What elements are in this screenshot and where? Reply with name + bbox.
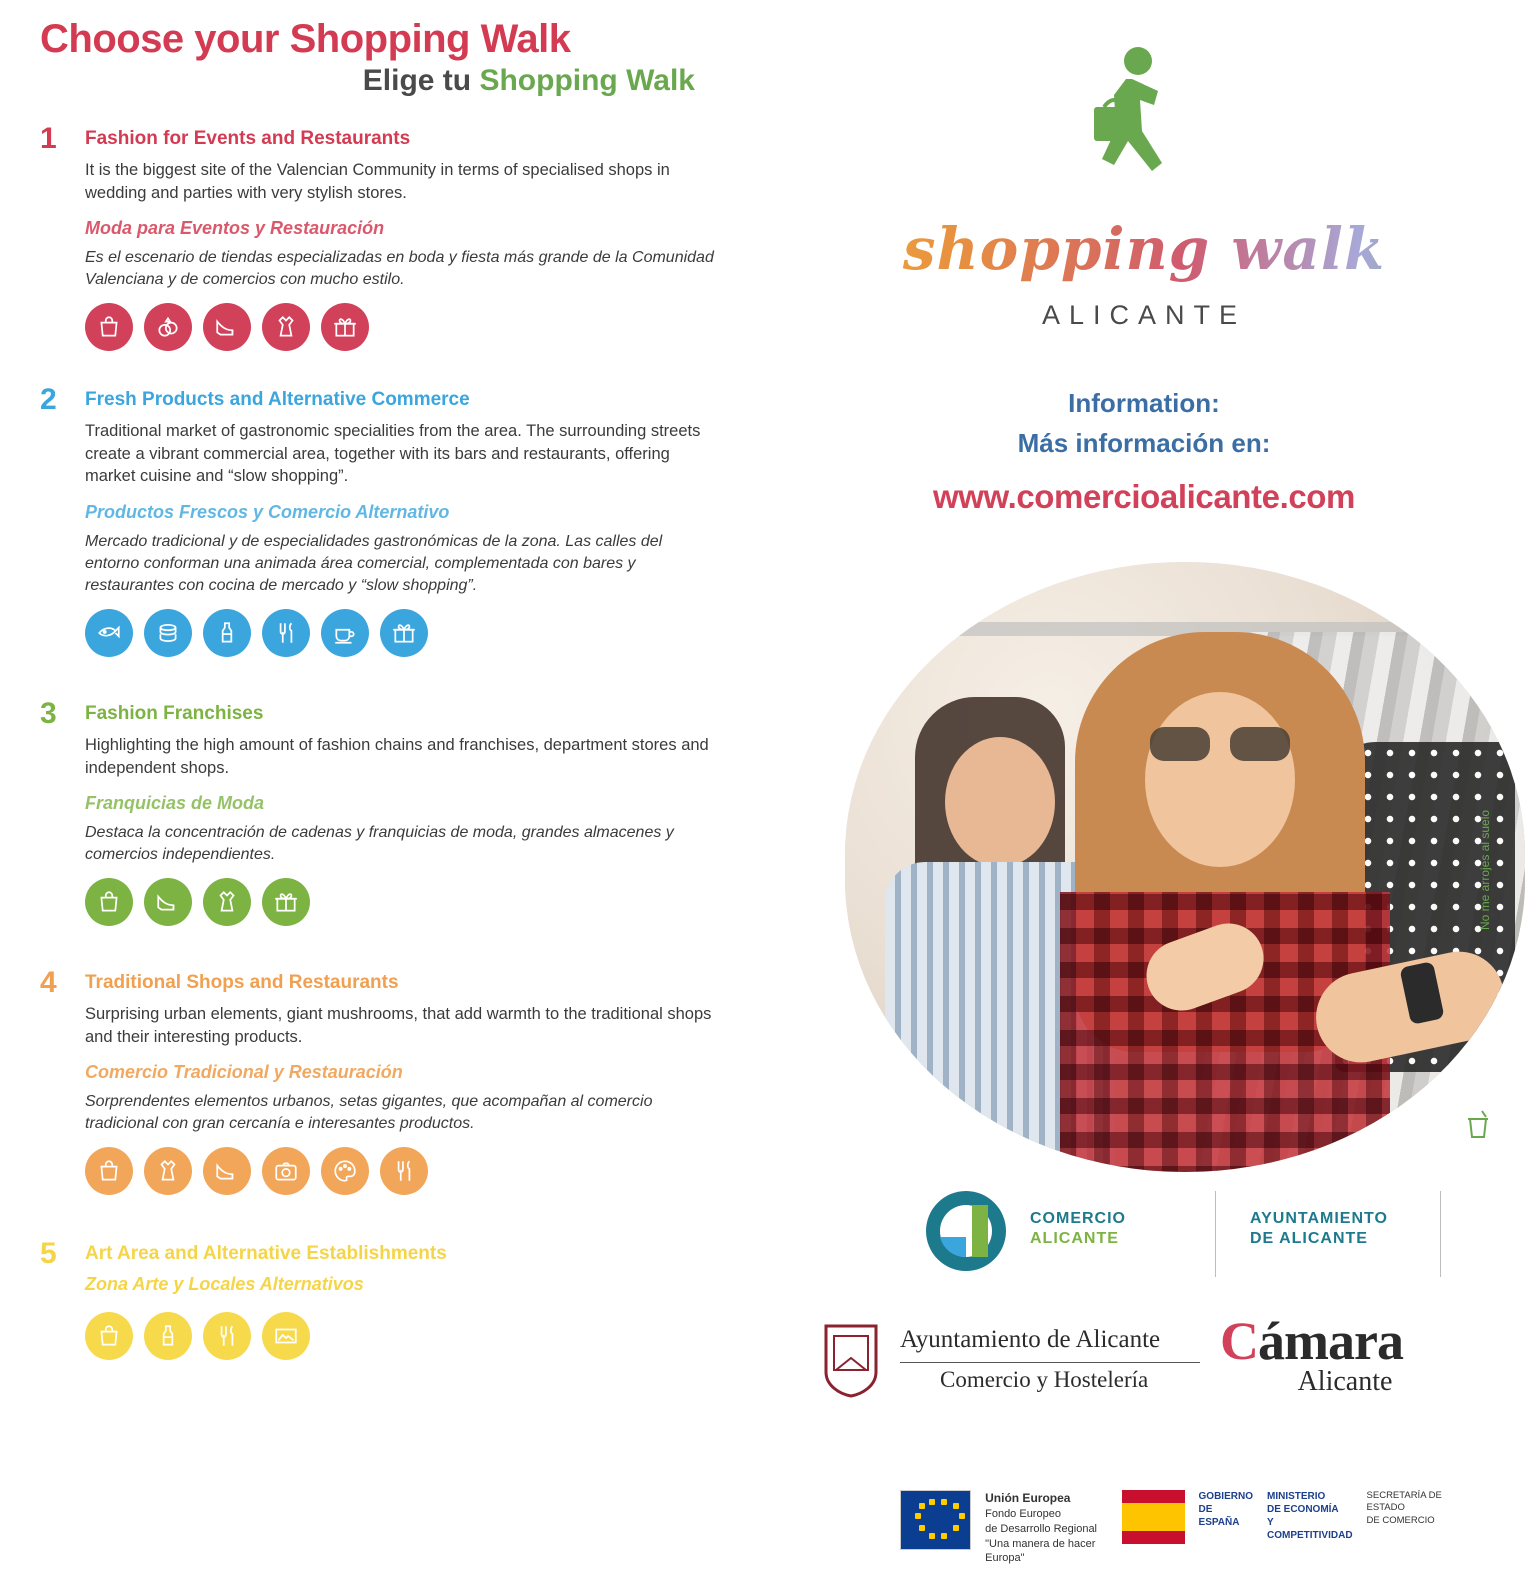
section-4-number: 4	[40, 966, 57, 1000]
section-1-paragraph-en: It is the biggest site of the Valencian Community in terms of specialised shops in wedding and parties with very stylish stores.	[85, 160, 670, 202]
camara-subtitle: Alicante	[1297, 1366, 1393, 1397]
coat-of-arms-icon	[820, 1320, 882, 1398]
walking-shopper-icon	[1070, 45, 1190, 195]
section-1-icon-row	[85, 303, 720, 351]
section-4-icon-row	[85, 1147, 720, 1195]
gobierno-line-2: DE ESPAÑA	[1198, 1504, 1240, 1528]
section-5-icon-row	[85, 1312, 720, 1360]
eu-line-1: Fondo Europeo	[985, 1507, 1061, 1520]
ayuntamiento-title: Ayuntamiento de Alicante	[900, 1326, 1161, 1353]
left-column	[0, 0, 760, 1590]
section-3-paragraph-en: Highlighting the high amount of fashion chains and franchises, department stores and independent shops.	[85, 735, 709, 777]
gift-icon	[380, 609, 428, 657]
eu-title: Unión Europea	[985, 1491, 1071, 1505]
eu-funding-footer	[900, 1490, 1460, 1565]
title-block	[0, 0, 760, 98]
section-5-heading-es: Zona Arte y Locales Alternativos	[85, 1273, 364, 1294]
section-2-icon-row	[85, 609, 720, 657]
section-3-heading-en: Fashion Franchises	[85, 703, 264, 724]
information-label-es: Más información en:	[1017, 428, 1271, 458]
eu-line-2: de Desarrollo Regional	[985, 1522, 1098, 1535]
high-heel-icon	[144, 878, 192, 926]
de-alicante-label: DE ALICANTE	[1250, 1230, 1368, 1247]
high-heel-icon	[203, 303, 251, 351]
alicante-label: ALICANTE	[1030, 1230, 1119, 1247]
section-4	[40, 966, 720, 1195]
section-2-heading-en: Fresh Products and Alternative Commerce	[85, 389, 470, 411]
cutlery-icon	[262, 609, 310, 657]
wedding-rings-icon	[144, 303, 192, 351]
eu-flag-icon	[900, 1490, 971, 1550]
ministerio-line-1: MINISTERIO	[1266, 1491, 1326, 1502]
eu-line-3: "Una manera de hacer Europa"	[985, 1537, 1096, 1565]
gobierno-espana-text	[1199, 1490, 1253, 1529]
comercio-alicante-logo-text	[1030, 1209, 1126, 1249]
dress-icon	[262, 303, 310, 351]
section-1	[40, 122, 720, 351]
section-1-heading-en: Fashion for Events and Restaurants	[85, 128, 411, 149]
ayuntamiento-logo-text	[1250, 1209, 1388, 1249]
secretaria-line-1: SECRETARÍA DE ESTADO	[1366, 1490, 1442, 1514]
ayuntamiento-label: AYUNTAMIENTO	[1250, 1210, 1388, 1227]
secretaria-line-2: DE COMERCIO	[1366, 1514, 1435, 1526]
fish-icon	[85, 609, 133, 657]
camara-title	[1220, 1310, 1500, 1372]
shopping-bag-icon	[85, 878, 133, 926]
camara-initial: C	[1220, 1311, 1258, 1371]
cutlery-icon	[203, 1312, 251, 1360]
coffee-cup-icon	[321, 609, 369, 657]
picture-frame-icon	[262, 1312, 310, 1360]
section-2-paragraph-en: Traditional market of gastronomic specialities from the area. The surrounding streets create a vibrant commercial area, together with its bars and restaurants, offering market cuisine and “slow shopping”.	[85, 421, 701, 486]
side-note-text: No me arrojes al suelo	[1478, 809, 1492, 930]
page-title-en	[40, 18, 760, 60]
website-url[interactable]: www.comercioalicante.com	[933, 478, 1355, 515]
shopping-photo	[845, 562, 1525, 1172]
section-1-number: 1	[40, 122, 57, 155]
page-title-es	[40, 64, 695, 98]
section-1-heading-es: Moda para Eventos y Restauración	[85, 218, 385, 239]
cheese-stack-icon	[144, 609, 192, 657]
comercio-label: COMERCIO	[1030, 1210, 1126, 1227]
section-5-heading-en: Art Area and Alternative Establishments	[85, 1243, 447, 1265]
section-1-paragraph-es: Es el escenario de tiendas especializadas en boda y fiesta más grande de la Comunidad Valenciana y de comercios con mucho estilo.	[85, 248, 714, 288]
right-column	[760, 0, 1528, 1590]
gift-icon	[262, 878, 310, 926]
title-es-prefix: Elige tu	[362, 64, 480, 97]
dress-icon	[203, 878, 251, 926]
shopping-bag-icon	[85, 1312, 133, 1360]
bottle-icon	[144, 1312, 192, 1360]
divider	[1440, 1191, 1441, 1277]
section-4-heading-en: Traditional Shops and Restaurants	[85, 972, 399, 994]
shopping-bag-icon	[85, 303, 133, 351]
gift-icon	[321, 303, 369, 351]
brand-city: ALICANTE	[1041, 300, 1247, 330]
partner-logos-row	[830, 1185, 1470, 1305]
section-5-number: 5	[40, 1237, 57, 1271]
palette-icon	[321, 1147, 369, 1195]
camera-icon	[262, 1147, 310, 1195]
section-3-icon-row	[85, 878, 720, 926]
section-2-heading-es: Productos Frescos y Comercio Alternativo	[85, 502, 450, 523]
divider	[1215, 1191, 1216, 1277]
do-not-litter-icon	[1460, 1105, 1500, 1145]
title-en-prefix: Choose your	[40, 17, 290, 61]
secretaria-text	[1367, 1490, 1460, 1527]
divider	[900, 1362, 1200, 1363]
section-2-paragraph-es: Mercado tradicional y de especialidades gastronómicas de la zona. Las calles del entorno conforman una animada área comercial, complementada con bares y restaurantes con cocina de mercado y “slow shopping”.	[85, 532, 663, 594]
section-5	[40, 1237, 720, 1359]
high-heel-icon	[203, 1147, 251, 1195]
ministerio-line-2: DE ECONOMÍA	[1266, 1504, 1339, 1515]
bottle-icon	[203, 609, 251, 657]
comercio-hosteleria-label: Comercio y Hostelería	[940, 1367, 1149, 1392]
title-en-brand: Shopping Walk	[289, 17, 571, 61]
section-4-heading-es: Comercio Tradicional y Restauración	[85, 1062, 403, 1083]
information-label-en: Information:	[1068, 388, 1220, 418]
section-4-paragraph-en: Surprising urban elements, giant mushrooms, that add warmth to the traditional shops and their interesting products.	[85, 1004, 712, 1046]
ministerio-text	[1267, 1490, 1353, 1542]
section-3-number: 3	[40, 697, 57, 730]
section-2	[40, 383, 720, 657]
camara-rest: ámara	[1258, 1311, 1403, 1371]
shopping-bag-icon	[85, 1147, 133, 1195]
section-3-paragraph-es: Destaca la concentración de cadenas y franquicias de moda, grandes almacenes y comercios independientes.	[85, 823, 674, 863]
section-3	[40, 697, 720, 926]
gobierno-line-1: GOBIERNO	[1198, 1491, 1253, 1502]
camara-alicante-logo	[1220, 1310, 1500, 1398]
eu-funding-text	[985, 1490, 1108, 1566]
spain-flag-icon	[1122, 1490, 1185, 1544]
comercio-alicante-logo-mark	[920, 1185, 1012, 1277]
title-es-brand: Shopping Walk	[479, 64, 695, 97]
ministerio-line-3: Y COMPETITIVIDAD	[1266, 1517, 1353, 1541]
cutlery-icon	[380, 1147, 428, 1195]
dress-icon	[144, 1147, 192, 1195]
brand-wordmark: shopping walk	[760, 215, 1528, 283]
section-2-number: 2	[40, 383, 57, 417]
section-4-paragraph-es: Sorprendentes elementos urbanos, setas gigantes, que acompañan al comercio tradicional con gran cercanía e interesantes productos.	[85, 1093, 653, 1133]
section-3-heading-es: Franquicias de Moda	[85, 793, 265, 814]
